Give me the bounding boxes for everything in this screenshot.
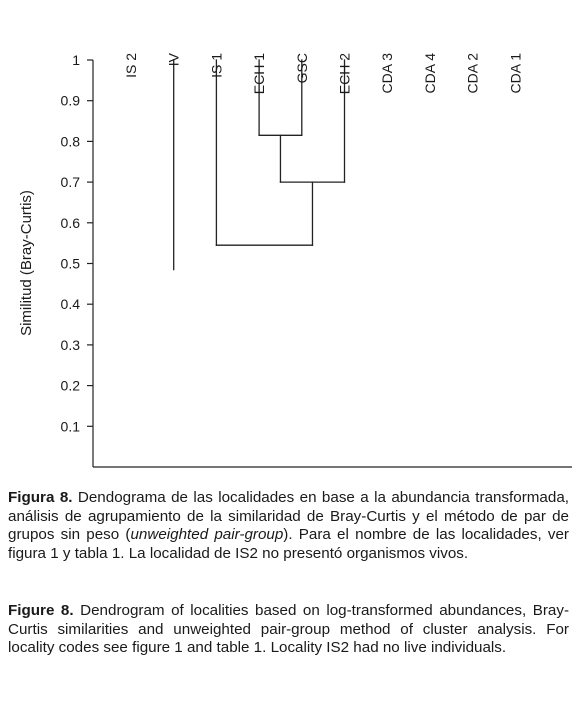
leaf-label: CDA 3 — [379, 53, 396, 94]
y-tick-label: 0.8 — [60, 133, 80, 150]
caption-spanish — [8, 489, 569, 563]
y-tick-label: 0.9 — [60, 92, 80, 109]
leaf-label: IS 1 — [208, 53, 225, 78]
y-axis-label: Similitud (Bray-Curtis) — [18, 190, 35, 336]
caption-es-label: Figura 8. — [8, 489, 73, 506]
leaf-labels — [123, 52, 523, 94]
leaf-label: ECH 1 — [251, 53, 268, 95]
y-tick-label: 0.3 — [60, 336, 80, 353]
caption-en-text: Dendrogram of localities based on log-transformed abundances, Bray-Curtis similarities and unweighted pair-group method of cluster analysis. For locality codes see figure 1 and table 1. Locality IS2 had no live individuals. — [8, 602, 570, 656]
caption-es-italic: unweighted pair-group — [130, 526, 284, 543]
caption-english — [8, 602, 569, 658]
leaf-label: GSC — [293, 53, 310, 84]
leaf-label: CDA 4 — [421, 53, 438, 94]
leaf-label: ECH 2 — [336, 53, 353, 95]
caption-es-text-before: Dendograma de las localidades en base a la abundancia transformada, análisis de agrupamiento de la similaridad de Bray-Curtis y el método de par de grupos sin peso ( — [8, 489, 569, 543]
y-tick-label: 0.6 — [60, 214, 80, 231]
y-tick-label: 0.2 — [60, 377, 80, 394]
y-tick-label: 0.7 — [60, 174, 80, 191]
y-tick-label: 0.5 — [60, 255, 80, 272]
y-tick-label: 0.4 — [60, 296, 80, 313]
caption-es-text-after: ). Para el nombre de las localidades, ver figura 1 y tabla 1. La localidad de IS2 no presentó organismos vivos. — [8, 526, 569, 562]
leaf-label: IS 2 — [123, 53, 139, 78]
y-tick-label: 1 — [72, 52, 80, 68]
leaf-label: CDA 2 — [464, 53, 481, 94]
y-tick-label: 0.1 — [60, 418, 80, 435]
caption-en-label: Figure 8. — [8, 602, 74, 619]
leaf-label: CDA 1 — [507, 53, 524, 94]
y-ticks — [61, 52, 93, 434]
leaf-label: IV — [165, 53, 182, 67]
